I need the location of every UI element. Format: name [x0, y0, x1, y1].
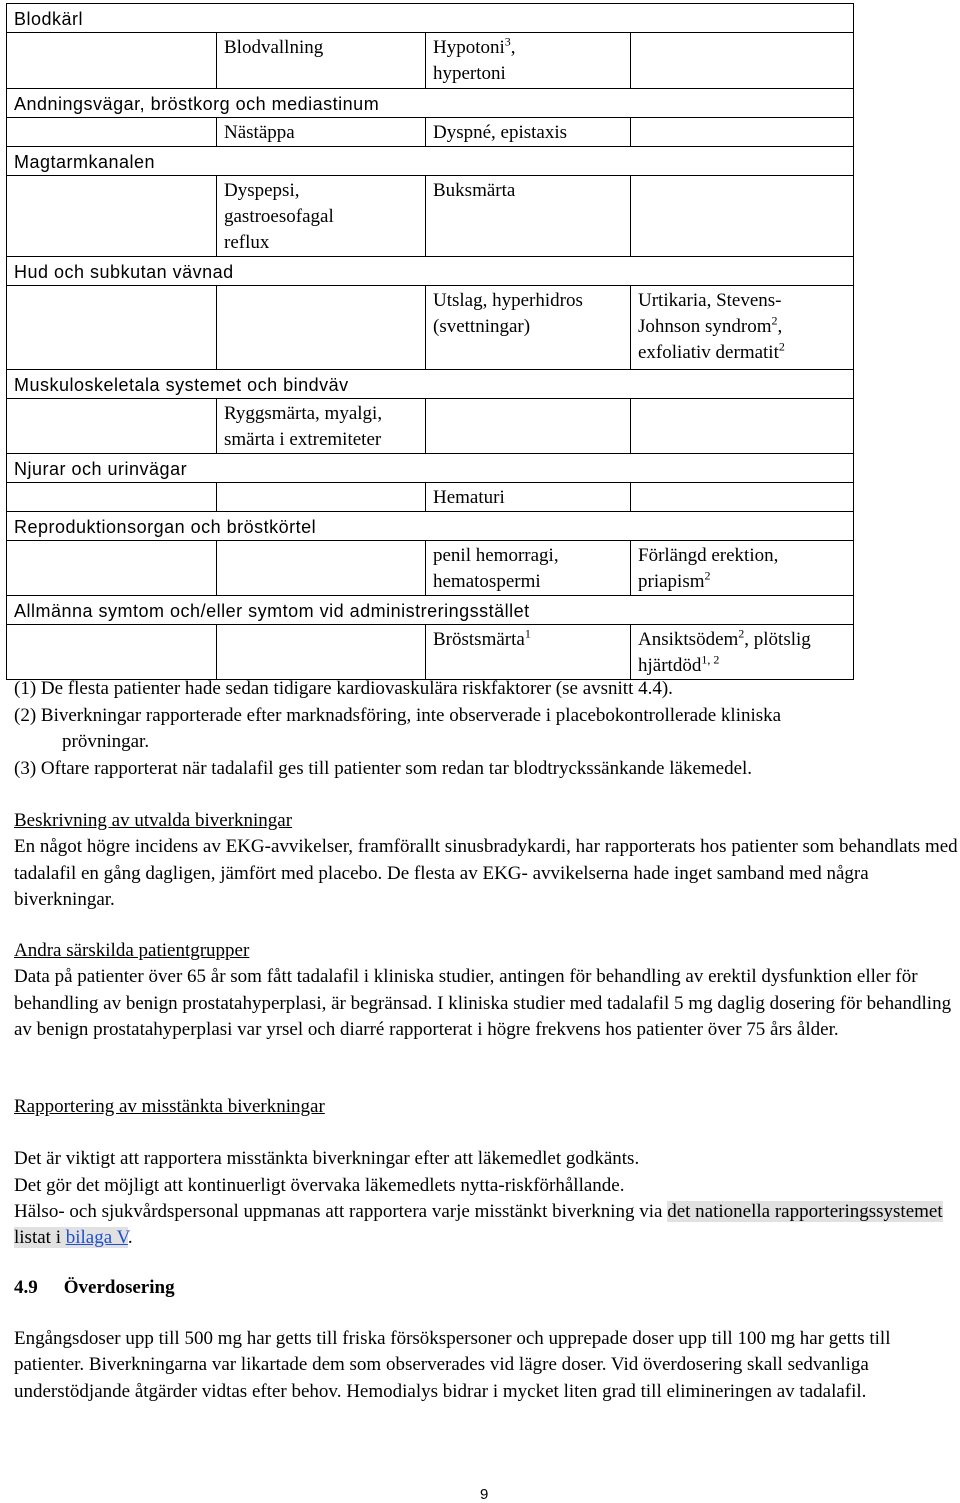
special-populations-section	[14, 938, 958, 1043]
footnote: (3) Oftare rapporterat när tadalafil ges till patienter som redan tar blodtryckssänkande läkemedel.	[14, 757, 753, 779]
section-header-row	[7, 370, 854, 399]
cell-common: Dyspepsi, gastroesofagal reflux	[217, 176, 426, 257]
cell-common	[217, 541, 426, 596]
table-row	[7, 33, 854, 89]
section-heading: Beskrivning av utvalda biverkningar	[14, 810, 293, 831]
section-title: Överdosering	[63, 1277, 175, 1298]
section-heading: Andra särskilda patientgrupper	[14, 940, 250, 961]
section-header: Allmänna symtom och/eller symtom vid administreringsstället	[7, 596, 854, 625]
table-row	[7, 286, 854, 370]
cell-uncommon: Buksmärta	[426, 176, 631, 257]
footnote: (2) Biverkningar rapporterade efter marknadsföring, inte observerade i placebokontrollerade kliniska	[14, 704, 782, 726]
section-header: Reproduktionsorgan och bröstkörtel	[7, 512, 854, 541]
section-header: Magtarmkanalen	[7, 147, 854, 176]
section-header-row	[7, 596, 854, 625]
cell-rare: Ansiktsödem$^2$, plötslig hjärtdöd$^{1, 2}$	[631, 625, 854, 680]
footnote-continuation: prövningar.	[62, 731, 150, 752]
paragraph: Det gör det möjligt att kontinuerligt övervaka läkemedlets nytta-riskförhållande.	[14, 1174, 625, 1196]
page-number: 9	[480, 1486, 489, 1503]
cell-uncommon: penil hemorragi, hematospermi	[426, 541, 631, 596]
section-header-row	[7, 257, 854, 286]
overdose-heading	[14, 1275, 958, 1301]
table-row	[7, 118, 854, 147]
table-footnotes	[14, 676, 954, 782]
paragraph: Det är viktigt att rapportera misstänkta biverkningar efter att läkemedlet godkänts.	[14, 1148, 640, 1170]
cell-rare: Förlängd erektion, priapism$^2$	[631, 541, 854, 596]
reporting-section	[14, 1094, 958, 1251]
cell-common	[217, 483, 426, 512]
cell-uncommon: Utslag, hyperhidros (svettningar)	[426, 286, 631, 370]
cell-uncommon: Hematuri	[426, 483, 631, 512]
section-header-row	[7, 89, 854, 118]
cell-rare	[631, 176, 854, 257]
section-header-row	[7, 454, 854, 483]
section-header: Andningsvägar, bröstkorg och mediastinum	[7, 89, 854, 118]
section-header: Muskuloskeletala systemet och bindväv	[7, 370, 854, 399]
section-header-row	[7, 147, 854, 176]
annex-v-link[interactable]: bilaga V	[65, 1227, 128, 1249]
table-row	[7, 483, 854, 512]
table-row	[7, 399, 854, 454]
cell-rare: Urtikaria, Stevens-Johnson syndrom$^2$, exfoliativ dermatit$^2$	[631, 286, 854, 370]
table-row	[7, 625, 854, 680]
cell-rare	[631, 33, 854, 89]
cell-common	[217, 286, 426, 370]
section-header-row	[7, 512, 854, 541]
paragraph: En något högre incidens av EKG-avvikelser, framförallt sinusbradykardi, har rapporterats hos patienter som behandlats med tadalafil en gång dagligen, jämfört med placebo. De flesta av EKG- avvikelserna hade inget samband med några biverkningar.	[14, 836, 958, 910]
table-row	[7, 541, 854, 596]
section-number: 4.9	[14, 1277, 38, 1298]
cell-common	[217, 625, 426, 680]
footnote: (1) De flesta patienter hade sedan tidigare kardiovaskulära riskfaktorer (se avsnitt 4.4).	[14, 678, 673, 699]
cell-rare	[631, 399, 854, 454]
cell-uncommon	[426, 399, 631, 454]
cell-common: Ryggsmärta, myalgi, smärta i extremiteter	[217, 399, 426, 454]
section-heading: Rapportering av misstänkta biverkningar	[14, 1096, 325, 1117]
section-header: Blodkärl	[7, 4, 854, 33]
overdose-paragraph: Engångsdoser upp till 500 mg har getts till friska försökspersoner och upprepade doser upp till 100 mg har getts till patienter. Biverkningarna var likartade dem som observerades vid lägre doser. Vid överdosering skall sedvanliga understödjande åtgärder vidtas efter behov. Hemodialys bidrar i mycket liten grad till elimineringen av tadalafil.	[14, 1328, 891, 1402]
table-row	[7, 176, 854, 257]
highlighted-text: det nationella rapporteringssystemet listat i	[14, 1200, 943, 1249]
cell-rare	[631, 483, 854, 512]
paragraph: Hälso- och sjukvårdspersonal uppmanas att rapportera varje misstänkt biverkning via det nationella rapporteringssystemet listat i bilaga V.	[14, 1200, 943, 1249]
paragraph: Data på patienter över 65 år som fått tadalafil i kliniska studier, antingen för behandling av erektil dysfunktion eller för behandling av benign prostatahyperplasi, är begränsad. I kliniska studier med tadalafil 5 mg daglig dosering för behandling av benign prostatahyperplasi var yrsel och diarré rapporterat i högre frekvens hos patienter över 75 års ålder.	[14, 966, 952, 1040]
adverse-reactions-table	[6, 3, 854, 680]
cell-uncommon: Hypotoni$^3$, hypertoni	[426, 33, 631, 89]
section-header: Njurar och urinvägar	[7, 454, 854, 483]
section-header: Hud och subkutan vävnad	[7, 257, 854, 286]
cell-common: Nästäppa	[217, 118, 426, 147]
selected-reactions-section	[14, 808, 958, 913]
cell-uncommon: Bröstsmärta$^1$	[426, 625, 631, 680]
cell-uncommon: Dyspné, epistaxis	[426, 118, 631, 147]
section-header-row	[7, 4, 854, 33]
cell-common: Blodvallning	[217, 33, 426, 89]
cell-rare	[631, 118, 854, 147]
